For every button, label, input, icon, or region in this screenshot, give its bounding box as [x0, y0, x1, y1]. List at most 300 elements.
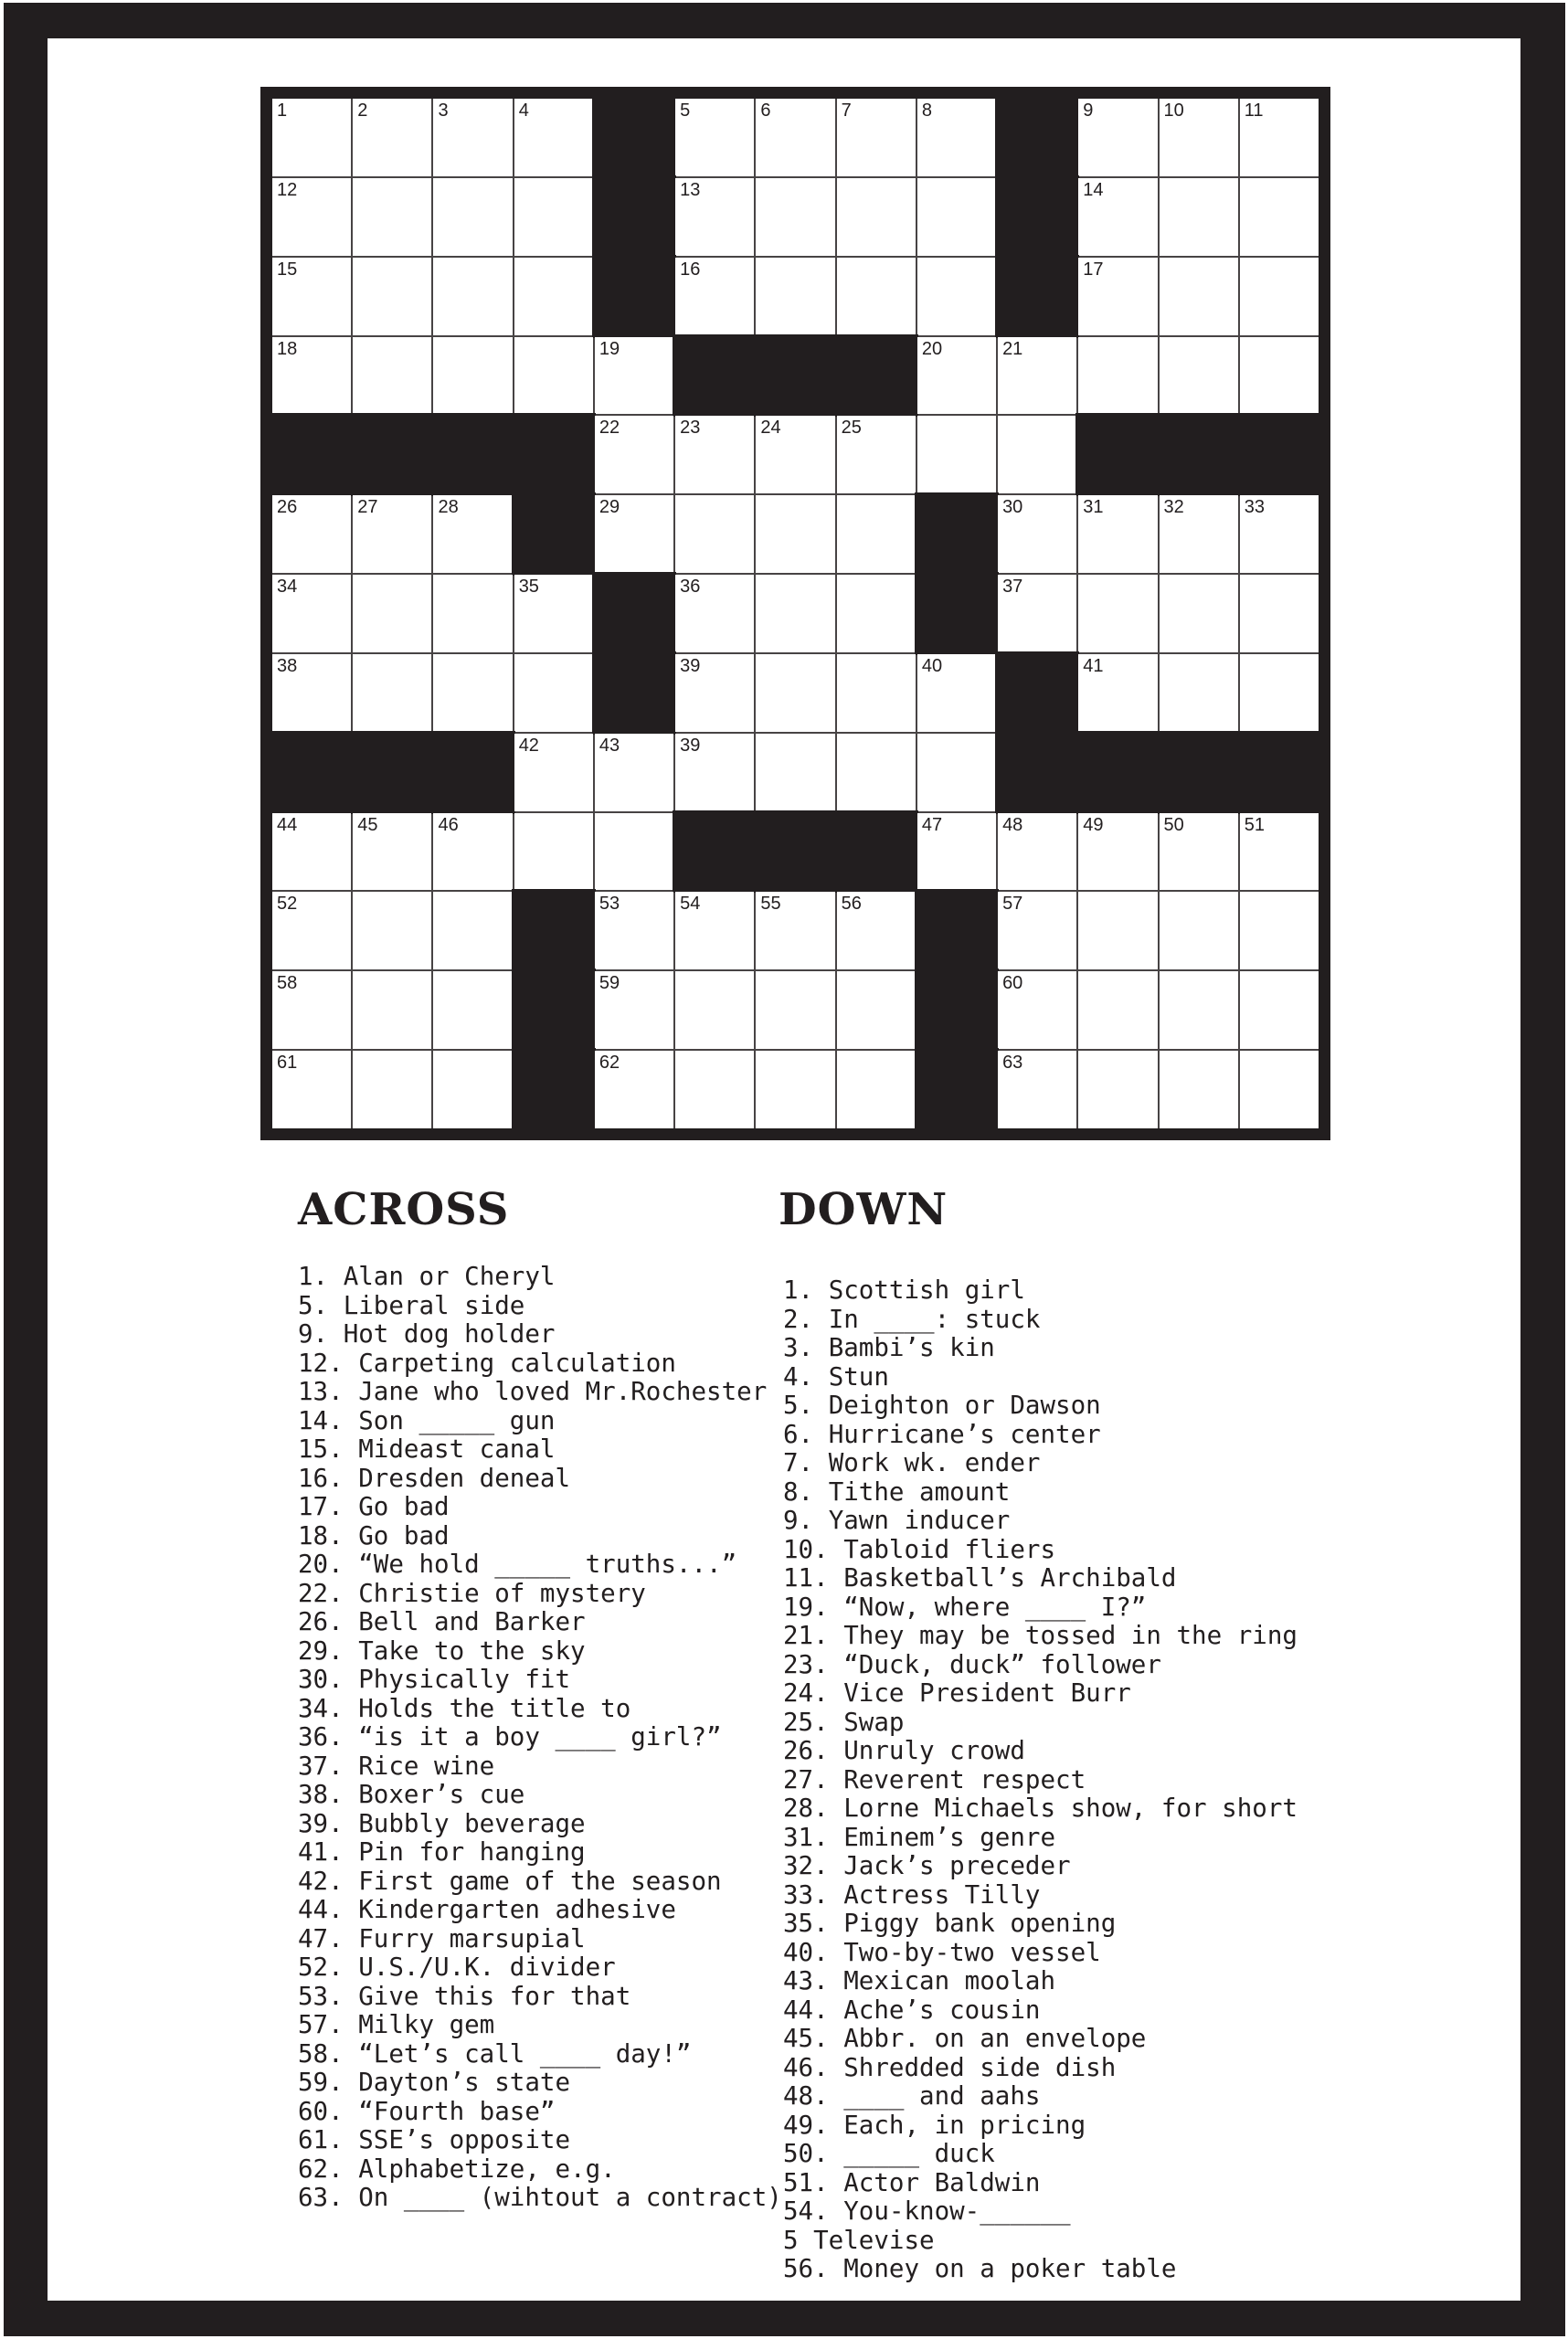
- letter-cell[interactable]: [917, 813, 996, 891]
- clue-number: 5.: [298, 1290, 329, 1320]
- letter-cell[interactable]: [1078, 654, 1157, 732]
- letter-cell[interactable]: [353, 258, 431, 335]
- letter-cell[interactable]: [837, 892, 916, 969]
- clue-number: 54.: [783, 2196, 829, 2226]
- letter-cell[interactable]: [998, 892, 1076, 969]
- across-clue: [298, 1320, 782, 1349]
- clue-text: Alan or Cheryl: [343, 1262, 556, 1291]
- cell-number: 3: [438, 101, 449, 121]
- letter-cell[interactable]: [353, 178, 431, 256]
- clue-text: On ____ (wihtout a contract): [358, 2183, 782, 2212]
- black-cell: [272, 416, 351, 493]
- across-clue: [298, 1522, 782, 1551]
- letter-cell[interactable]: [353, 654, 431, 732]
- across-clue: [298, 1580, 782, 1609]
- black-cell: [756, 813, 834, 891]
- clue-number: 5: [783, 2225, 799, 2255]
- clue-number: 42.: [298, 1866, 344, 1896]
- letter-cell[interactable]: [917, 99, 996, 176]
- letter-cell[interactable]: [353, 892, 431, 969]
- letter-cell[interactable]: [1078, 813, 1157, 891]
- clue-text: You-know-______: [843, 2196, 1071, 2226]
- letter-cell[interactable]: [1078, 178, 1157, 256]
- clue-number: 59.: [298, 2068, 344, 2097]
- letter-cell[interactable]: [998, 1051, 1076, 1128]
- cell-number: 45: [357, 814, 378, 835]
- black-cell: [675, 813, 754, 891]
- letter-cell[interactable]: [1078, 1051, 1157, 1128]
- letter-cell[interactable]: [272, 813, 351, 891]
- letter-cell[interactable]: [353, 813, 431, 891]
- cell-number: 4: [518, 101, 529, 121]
- letter-cell[interactable]: [675, 258, 754, 335]
- cell-number: 28: [438, 497, 459, 518]
- letter-cell[interactable]: [756, 99, 834, 176]
- letter-cell[interactable]: [1078, 971, 1157, 1049]
- letter-cell[interactable]: [595, 337, 673, 415]
- clue-number: 43.: [783, 1966, 829, 1995]
- cell-number: 1: [277, 101, 288, 121]
- down-section: [779, 1184, 1298, 2284]
- letter-cell[interactable]: [1160, 1051, 1238, 1128]
- clue-number: 6.: [783, 1419, 814, 1449]
- letter-cell[interactable]: [514, 813, 593, 891]
- cell-number: 21: [1002, 338, 1023, 359]
- black-cell: [837, 813, 916, 891]
- letter-cell[interactable]: [433, 575, 512, 652]
- black-cell: [917, 575, 996, 652]
- letter-cell[interactable]: [675, 575, 754, 652]
- down-clue: [783, 1478, 1298, 1508]
- cell-number: 37: [1002, 577, 1023, 598]
- letter-cell[interactable]: [514, 575, 593, 652]
- letter-cell[interactable]: [756, 258, 834, 335]
- cell-number: 46: [438, 814, 459, 835]
- letter-cell[interactable]: [837, 971, 916, 1049]
- clue-number: 50.: [783, 2139, 829, 2168]
- clue-number: 18.: [298, 1520, 344, 1551]
- letter-cell[interactable]: [998, 813, 1076, 891]
- letter-cell[interactable]: [1160, 258, 1238, 335]
- black-cell: [514, 1051, 593, 1128]
- letter-cell[interactable]: [998, 337, 1076, 415]
- clue-number: 28.: [783, 1794, 829, 1823]
- letter-cell[interactable]: [353, 337, 431, 415]
- letter-cell[interactable]: [1240, 813, 1319, 891]
- across-clue: [298, 1493, 782, 1522]
- clue-text: Tabloid fliers: [843, 1534, 1056, 1564]
- clue-number: 44.: [298, 1895, 344, 1924]
- letter-cell[interactable]: [514, 99, 593, 176]
- letter-cell[interactable]: [1160, 99, 1238, 176]
- letter-cell[interactable]: [675, 971, 754, 1049]
- letter-cell[interactable]: [272, 654, 351, 732]
- across-clue: [298, 1292, 782, 1321]
- letter-cell[interactable]: [1160, 654, 1238, 732]
- letter-cell[interactable]: [675, 178, 754, 256]
- clue-text: Boxer’s cue: [358, 1780, 525, 1809]
- down-clue: [783, 1852, 1298, 1881]
- cell-number: 40: [921, 655, 943, 676]
- cell-number: 33: [1244, 497, 1266, 518]
- down-clue: [783, 1593, 1298, 1623]
- letter-cell[interactable]: [756, 495, 834, 573]
- cell-number: 54: [680, 894, 701, 915]
- cell-number: 18: [277, 338, 298, 359]
- clue-text: Furry marsupial: [358, 1923, 586, 1953]
- letter-cell[interactable]: [756, 654, 834, 732]
- letter-cell[interactable]: [595, 813, 673, 891]
- clue-number: 16.: [298, 1463, 344, 1493]
- black-cell: [675, 337, 754, 415]
- clue-text: Each, in pricing: [843, 2110, 1086, 2140]
- letter-cell[interactable]: [837, 1051, 916, 1128]
- clue-number: 31.: [783, 1822, 829, 1852]
- letter-cell[interactable]: [756, 575, 834, 652]
- down-clue: [783, 1881, 1298, 1910]
- letter-cell[interactable]: [756, 178, 834, 256]
- black-cell: [272, 734, 351, 811]
- clue-number: 53.: [298, 1981, 344, 2011]
- clue-number: 51.: [783, 2167, 829, 2197]
- letter-cell[interactable]: [675, 495, 754, 573]
- letter-cell[interactable]: [433, 258, 512, 335]
- down-clue-list: [783, 1276, 1298, 2284]
- letter-cell[interactable]: [1160, 575, 1238, 652]
- clue-number: 8.: [783, 1476, 814, 1507]
- letter-cell[interactable]: [1240, 971, 1319, 1049]
- black-cell: [1160, 734, 1238, 811]
- clue-number: 52.: [298, 1953, 344, 1982]
- letter-cell[interactable]: [837, 416, 916, 493]
- letter-cell[interactable]: [272, 892, 351, 969]
- cell-number: 44: [277, 814, 298, 835]
- letter-cell[interactable]: [433, 99, 512, 176]
- clue-number: 9.: [783, 1506, 814, 1535]
- clue-text: They may be tossed in the ring: [843, 1621, 1298, 1650]
- letter-cell[interactable]: [756, 971, 834, 1049]
- clue-number: 60.: [298, 2096, 344, 2126]
- down-clue: [783, 1392, 1298, 1421]
- across-clue: [298, 2155, 782, 2185]
- down-clue: [783, 1679, 1298, 1709]
- down-clue: [783, 2054, 1298, 2083]
- letter-cell[interactable]: [837, 258, 916, 335]
- black-cell: [756, 337, 834, 415]
- clue-text: Tithe amount: [828, 1476, 1011, 1507]
- black-cell: [998, 99, 1076, 176]
- across-clue: [298, 1637, 782, 1667]
- clue-number: 27.: [783, 1764, 829, 1794]
- letter-cell[interactable]: [1078, 495, 1157, 573]
- clue-text: Liberal side: [343, 1290, 525, 1320]
- black-cell: [595, 99, 673, 176]
- letter-cell[interactable]: [1078, 575, 1157, 652]
- across-clue: [298, 1781, 782, 1810]
- clue-number: 10.: [783, 1534, 829, 1564]
- cell-number: 34: [277, 577, 298, 598]
- cell-number: 9: [1083, 101, 1094, 121]
- black-cell: [433, 734, 512, 811]
- down-clue: [783, 1996, 1298, 2026]
- letter-cell[interactable]: [353, 575, 431, 652]
- letter-cell[interactable]: [1160, 813, 1238, 891]
- letter-cell[interactable]: [433, 495, 512, 573]
- cell-number: 62: [599, 1053, 620, 1074]
- cell-number: 61: [277, 1053, 298, 1074]
- clue-text: Bell and Barker: [358, 1607, 586, 1636]
- letter-cell[interactable]: [272, 337, 351, 415]
- letter-cell[interactable]: [433, 337, 512, 415]
- black-cell: [998, 734, 1076, 811]
- letter-cell[interactable]: [837, 495, 916, 573]
- letter-cell[interactable]: [837, 654, 916, 732]
- cell-number: 42: [518, 735, 539, 756]
- clue-number: 37.: [298, 1751, 344, 1781]
- letter-cell[interactable]: [1240, 495, 1319, 573]
- letter-cell[interactable]: [756, 892, 834, 969]
- down-clue: [783, 1334, 1298, 1363]
- clue-text: Scottish girl: [828, 1275, 1025, 1305]
- cell-number: 60: [1002, 973, 1023, 994]
- clue-number: 49.: [783, 2110, 829, 2140]
- letter-cell[interactable]: [595, 971, 673, 1049]
- letter-cell[interactable]: [675, 734, 754, 811]
- letter-cell[interactable]: [1240, 892, 1319, 969]
- letter-cell[interactable]: [837, 178, 916, 256]
- clue-text: Piggy bank opening: [843, 1909, 1117, 1938]
- across-clue: [298, 1723, 782, 1752]
- down-clue: [783, 2197, 1298, 2227]
- black-cell: [1240, 416, 1319, 493]
- cell-number: 10: [1163, 101, 1184, 121]
- clue-text: Take to the sky: [358, 1635, 586, 1666]
- letter-cell[interactable]: [1160, 495, 1238, 573]
- letter-cell[interactable]: [1160, 971, 1238, 1049]
- clue-text: “is it a boy ____ girl?”: [358, 1722, 722, 1752]
- across-clue: [298, 1752, 782, 1782]
- letter-cell[interactable]: [1240, 99, 1319, 176]
- clue-number: 11.: [783, 1563, 829, 1593]
- clue-number: 9.: [298, 1319, 329, 1349]
- letter-cell[interactable]: [595, 734, 673, 811]
- letter-cell[interactable]: [353, 495, 431, 573]
- across-clue: [298, 1953, 782, 1983]
- black-cell: [595, 178, 673, 256]
- clue-number: 63.: [298, 2183, 344, 2212]
- black-cell: [595, 575, 673, 652]
- clue-text: Carpeting calculation: [358, 1348, 676, 1378]
- across-clue: [298, 1263, 782, 1292]
- letter-cell[interactable]: [272, 258, 351, 335]
- letter-cell[interactable]: [433, 971, 512, 1049]
- letter-cell[interactable]: [675, 892, 754, 969]
- letter-cell[interactable]: [1078, 892, 1157, 969]
- clue-text: Alphabetize, e.g.: [358, 2154, 616, 2184]
- clue-text: Bambi’s kin: [828, 1333, 995, 1362]
- clue-number: 57.: [298, 2010, 344, 2039]
- letter-cell[interactable]: [514, 337, 593, 415]
- clue-number: 44.: [783, 1995, 829, 2025]
- down-clue: [783, 1306, 1298, 1335]
- letter-cell[interactable]: [917, 178, 996, 256]
- clue-number: 26.: [298, 1607, 344, 1636]
- letter-cell[interactable]: [675, 654, 754, 732]
- clue-text: Pin for hanging: [358, 1837, 586, 1867]
- black-cell: [353, 416, 431, 493]
- letter-cell[interactable]: [353, 971, 431, 1049]
- clue-number: 24.: [783, 1678, 829, 1708]
- clue-text: Two-by-two vessel: [843, 1937, 1101, 1967]
- clue-text: Go bad: [358, 1492, 450, 1521]
- letter-cell[interactable]: [433, 1051, 512, 1128]
- letter-cell[interactable]: [272, 99, 351, 176]
- letter-cell[interactable]: [353, 1051, 431, 1128]
- letter-cell[interactable]: [1160, 337, 1238, 415]
- clue-number: 23.: [783, 1649, 829, 1679]
- letter-cell[interactable]: [353, 99, 431, 176]
- across-clue: [298, 1407, 782, 1436]
- letter-cell[interactable]: [272, 1051, 351, 1128]
- letter-cell[interactable]: [998, 971, 1076, 1049]
- clue-number: 46.: [783, 2052, 829, 2082]
- down-clue: [783, 1421, 1298, 1450]
- down-clue: [783, 2082, 1298, 2111]
- cell-number: 43: [599, 735, 620, 756]
- clue-number: 32.: [783, 1851, 829, 1880]
- clue-number: 47.: [298, 1923, 344, 1953]
- clue-number: 41.: [298, 1837, 344, 1867]
- clue-text: Abbr. on an envelope: [843, 2024, 1147, 2053]
- letter-cell[interactable]: [595, 416, 673, 493]
- clue-text: “We hold _____ truths...”: [358, 1550, 737, 1579]
- down-clue: [783, 1737, 1298, 1766]
- across-clue: [298, 2126, 782, 2155]
- letter-cell[interactable]: [756, 1051, 834, 1128]
- black-cell: [917, 1051, 996, 1128]
- letter-cell[interactable]: [837, 99, 916, 176]
- letter-cell[interactable]: [514, 258, 593, 335]
- letter-cell[interactable]: [272, 575, 351, 652]
- cell-number: 55: [760, 894, 781, 915]
- letter-cell[interactable]: [1240, 178, 1319, 256]
- down-clue: [783, 2255, 1298, 2284]
- down-clue: [783, 1709, 1298, 1738]
- cell-number: 11: [1244, 101, 1264, 121]
- letter-cell[interactable]: [1240, 337, 1319, 415]
- across-section: [298, 1184, 782, 2213]
- letter-cell[interactable]: [433, 654, 512, 732]
- clue-number: 35.: [783, 1909, 829, 1938]
- letter-cell[interactable]: [917, 416, 996, 493]
- across-clue: [298, 2040, 782, 2069]
- clue-text: Stun: [828, 1361, 889, 1392]
- letter-cell[interactable]: [272, 971, 351, 1049]
- letter-cell[interactable]: [1240, 258, 1319, 335]
- letter-cell[interactable]: [595, 495, 673, 573]
- cell-number: 39: [680, 655, 701, 676]
- down-title: DOWN: [779, 1184, 948, 1235]
- clue-text: Televise: [813, 2225, 935, 2255]
- letter-cell[interactable]: [917, 654, 996, 732]
- letter-cell[interactable]: [1240, 575, 1319, 652]
- cell-number: 36: [680, 577, 701, 598]
- down-clue: [783, 2111, 1298, 2141]
- across-clue: [298, 1896, 782, 1925]
- letter-cell[interactable]: [1160, 892, 1238, 969]
- letter-cell[interactable]: [998, 575, 1076, 652]
- down-clue: [783, 1363, 1298, 1392]
- black-cell: [917, 892, 996, 969]
- letter-cell[interactable]: [433, 892, 512, 969]
- clue-text: “Fourth base”: [358, 2096, 556, 2126]
- letter-cell[interactable]: [1240, 1051, 1319, 1128]
- letter-cell[interactable]: [1078, 337, 1157, 415]
- letter-cell[interactable]: [433, 813, 512, 891]
- letter-cell[interactable]: [1078, 258, 1157, 335]
- letter-cell[interactable]: [1160, 178, 1238, 256]
- black-cell: [1240, 734, 1319, 811]
- clue-text: _____ duck: [843, 2139, 995, 2168]
- across-clue: [298, 1810, 782, 1839]
- letter-cell[interactable]: [756, 416, 834, 493]
- black-cell: [595, 258, 673, 335]
- letter-cell[interactable]: [433, 178, 512, 256]
- clue-number: 15.: [298, 1434, 344, 1464]
- clue-text: Lorne Michaels show, for short: [843, 1794, 1298, 1823]
- letter-cell[interactable]: [675, 1051, 754, 1128]
- clue-text: Jack’s preceder: [843, 1851, 1071, 1880]
- letter-cell[interactable]: [514, 734, 593, 811]
- letter-cell[interactable]: [595, 892, 673, 969]
- letter-cell[interactable]: [837, 734, 916, 811]
- letter-cell[interactable]: [272, 178, 351, 256]
- clue-text: Vice President Burr: [843, 1678, 1131, 1708]
- letter-cell[interactable]: [917, 734, 996, 811]
- letter-cell[interactable]: [998, 416, 1076, 493]
- letter-cell[interactable]: [1078, 99, 1157, 176]
- letter-cell[interactable]: [675, 416, 754, 493]
- letter-cell[interactable]: [514, 178, 593, 256]
- letter-cell[interactable]: [917, 258, 996, 335]
- clue-text: Eminem’s genre: [843, 1822, 1056, 1852]
- cell-number: 51: [1244, 814, 1266, 835]
- clue-text: “Now, where ____ I?”: [843, 1592, 1147, 1622]
- letter-cell[interactable]: [837, 575, 916, 652]
- clue-number: 61.: [298, 2125, 344, 2154]
- clue-number: 21.: [783, 1621, 829, 1650]
- letter-cell[interactable]: [917, 337, 996, 415]
- black-cell: [837, 337, 916, 415]
- letter-cell[interactable]: [595, 1051, 673, 1128]
- clue-number: 29.: [298, 1635, 344, 1666]
- letter-cell[interactable]: [756, 734, 834, 811]
- clue-text: First game of the season: [358, 1866, 722, 1896]
- letter-cell[interactable]: [514, 654, 593, 732]
- cell-number: 30: [1002, 497, 1023, 518]
- cell-number: 47: [921, 814, 943, 835]
- across-title: ACROSS: [298, 1184, 510, 1235]
- clue-number: 45.: [783, 2024, 829, 2053]
- letter-cell[interactable]: [272, 495, 351, 573]
- letter-cell[interactable]: [1240, 654, 1319, 732]
- clue-text: Christie of mystery: [358, 1578, 646, 1608]
- cell-number: 17: [1083, 259, 1104, 280]
- letter-cell[interactable]: [675, 99, 754, 176]
- letter-cell[interactable]: [998, 495, 1076, 573]
- black-cell: [514, 892, 593, 969]
- cell-number: 31: [1083, 497, 1104, 518]
